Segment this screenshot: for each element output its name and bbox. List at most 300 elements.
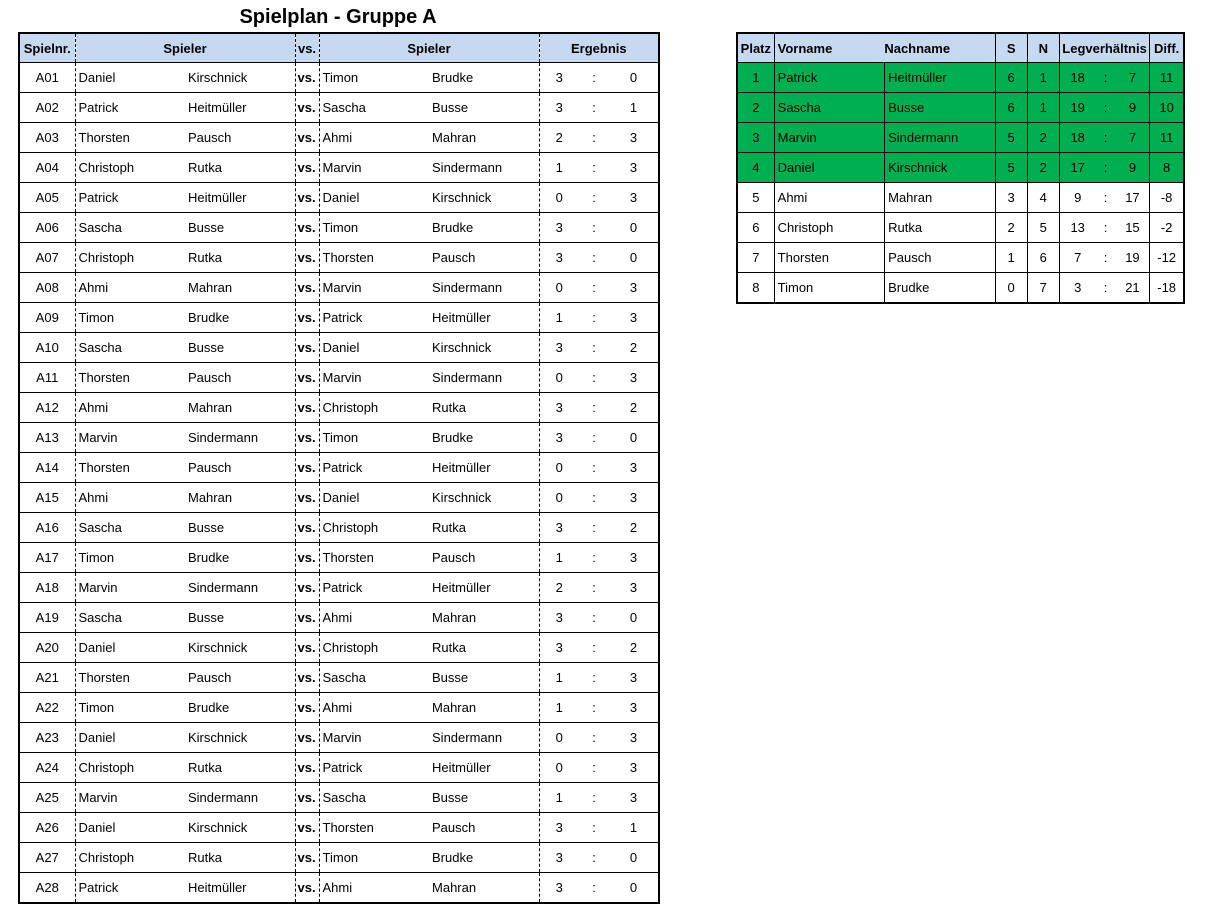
score-player2: 0 <box>609 873 659 904</box>
score-player1: 3 <box>539 93 579 123</box>
lastname: Rutka <box>885 213 995 243</box>
vs-label: vs. <box>295 453 319 483</box>
losses: 4 <box>1027 183 1059 213</box>
wins: 3 <box>995 183 1027 213</box>
header-spieler-1: Spieler <box>75 33 295 63</box>
legs-won: 7 <box>1059 243 1095 273</box>
player2-firstname: Timon <box>319 63 429 93</box>
player2-firstname: Sascha <box>319 93 429 123</box>
score-player1: 0 <box>539 453 579 483</box>
player2-firstname: Marvin <box>319 153 429 183</box>
leg-difference: 11 <box>1150 63 1184 93</box>
page-title: Spielplan - Gruppe A <box>239 6 437 28</box>
player1-lastname: Rutka <box>185 153 295 183</box>
header-vorname: Vorname <box>777 40 833 56</box>
player1-firstname: Thorsten <box>75 453 185 483</box>
score-separator: : <box>579 753 609 783</box>
player1-firstname: Timon <box>75 303 185 333</box>
player2-lastname: Heitmüller <box>429 453 539 483</box>
score-player2: 0 <box>609 63 659 93</box>
player1-lastname: Sindermann <box>185 783 295 813</box>
match-number: A20 <box>19 633 75 663</box>
standings-table <box>736 32 1185 304</box>
score-player2: 0 <box>609 213 659 243</box>
player2-lastname: Brudke <box>429 843 539 873</box>
player2-lastname: Pausch <box>429 813 539 843</box>
match-number: A17 <box>19 543 75 573</box>
player1-lastname: Busse <box>185 333 295 363</box>
score-player2: 2 <box>609 393 659 423</box>
player1-firstname: Thorsten <box>75 663 185 693</box>
firstname: Ahmi <box>774 183 884 213</box>
schedule-row <box>19 93 659 123</box>
score-player1: 3 <box>539 393 579 423</box>
score-separator: : <box>579 663 609 693</box>
score-player1: 0 <box>539 183 579 213</box>
player2-lastname: Brudke <box>429 213 539 243</box>
score-player1: 1 <box>539 693 579 723</box>
player1-lastname: Heitmüller <box>185 183 295 213</box>
score-separator: : <box>579 723 609 753</box>
player2-lastname: Pausch <box>429 243 539 273</box>
legs-separator: : <box>1096 93 1116 123</box>
player2-lastname: Heitmüller <box>429 753 539 783</box>
player2-lastname: Busse <box>429 93 539 123</box>
player1-lastname: Kirschnick <box>185 723 295 753</box>
firstname: Daniel <box>774 153 884 183</box>
score-player1: 3 <box>539 423 579 453</box>
player2-lastname: Brudke <box>429 63 539 93</box>
match-number: A14 <box>19 453 75 483</box>
vs-label: vs. <box>295 813 319 843</box>
schedule-row <box>19 303 659 333</box>
losses: 1 <box>1027 63 1059 93</box>
lastname: Mahran <box>885 183 995 213</box>
header-ergebnis: Ergebnis <box>539 33 659 63</box>
score-separator: : <box>579 243 609 273</box>
player2-firstname: Daniel <box>319 183 429 213</box>
score-player2: 3 <box>609 453 659 483</box>
player2-firstname: Ahmi <box>319 693 429 723</box>
match-number: A22 <box>19 693 75 723</box>
standings-row <box>737 213 1184 243</box>
legs-separator: : <box>1096 153 1116 183</box>
player1-lastname: Mahran <box>185 273 295 303</box>
score-player2: 0 <box>609 423 659 453</box>
firstname: Timon <box>774 273 884 304</box>
schedule-row <box>19 453 659 483</box>
schedule-row <box>19 573 659 603</box>
vs-label: vs. <box>295 243 319 273</box>
player1-firstname: Christoph <box>75 243 185 273</box>
player2-lastname: Busse <box>429 783 539 813</box>
score-separator: : <box>579 123 609 153</box>
vs-label: vs. <box>295 573 319 603</box>
header-spieler-2: Spieler <box>319 33 539 63</box>
score-separator: : <box>579 93 609 123</box>
score-player2: 3 <box>609 693 659 723</box>
score-player2: 3 <box>609 573 659 603</box>
match-number: A06 <box>19 213 75 243</box>
losses: 7 <box>1027 273 1059 304</box>
player2-firstname: Patrick <box>319 303 429 333</box>
score-player1: 3 <box>539 813 579 843</box>
score-player2: 3 <box>609 303 659 333</box>
schedule-row <box>19 753 659 783</box>
legs-separator: : <box>1096 123 1116 153</box>
losses: 2 <box>1027 153 1059 183</box>
leg-difference: -18 <box>1150 273 1184 304</box>
header-platz: Platz <box>737 33 774 63</box>
match-number: A19 <box>19 603 75 633</box>
losses: 1 <box>1027 93 1059 123</box>
wins: 0 <box>995 273 1027 304</box>
vs-label: vs. <box>295 483 319 513</box>
player1-firstname: Patrick <box>75 183 185 213</box>
wins: 5 <box>995 153 1027 183</box>
player1-lastname: Brudke <box>185 303 295 333</box>
schedule-row <box>19 783 659 813</box>
player2-firstname: Marvin <box>319 363 429 393</box>
schedule-table <box>18 32 660 904</box>
schedule-row <box>19 243 659 273</box>
player1-firstname: Thorsten <box>75 123 185 153</box>
vs-label: vs. <box>295 753 319 783</box>
player2-lastname: Mahran <box>429 123 539 153</box>
player1-firstname: Marvin <box>75 783 185 813</box>
leg-difference: 10 <box>1150 93 1184 123</box>
player1-lastname: Sindermann <box>185 423 295 453</box>
score-player2: 3 <box>609 153 659 183</box>
player1-firstname: Ahmi <box>75 393 185 423</box>
schedule-row <box>19 693 659 723</box>
vs-label: vs. <box>295 333 319 363</box>
legs-lost: 17 <box>1116 183 1150 213</box>
wins: 1 <box>995 243 1027 273</box>
player2-lastname: Kirschnick <box>429 483 539 513</box>
firstname: Marvin <box>774 123 884 153</box>
firstname: Thorsten <box>774 243 884 273</box>
player1-firstname: Christoph <box>75 153 185 183</box>
player1-firstname: Marvin <box>75 573 185 603</box>
score-player2: 3 <box>609 123 659 153</box>
vs-label: vs. <box>295 603 319 633</box>
player1-firstname: Timon <box>75 693 185 723</box>
score-separator: : <box>579 423 609 453</box>
player1-firstname: Sascha <box>75 333 185 363</box>
rank: 3 <box>737 123 774 153</box>
score-player2: 0 <box>609 243 659 273</box>
header-vs: vs. <box>295 33 319 63</box>
player2-lastname: Mahran <box>429 603 539 633</box>
player2-lastname: Kirschnick <box>429 333 539 363</box>
legs-separator: : <box>1096 183 1116 213</box>
player2-lastname: Rutka <box>429 393 539 423</box>
vs-label: vs. <box>295 723 319 753</box>
player2-firstname: Thorsten <box>319 813 429 843</box>
match-number: A25 <box>19 783 75 813</box>
player1-lastname: Rutka <box>185 243 295 273</box>
wins: 6 <box>995 93 1027 123</box>
vs-label: vs. <box>295 873 319 904</box>
score-player1: 1 <box>539 153 579 183</box>
score-separator: : <box>579 513 609 543</box>
score-player1: 1 <box>539 543 579 573</box>
score-player1: 1 <box>539 303 579 333</box>
match-number: A15 <box>19 483 75 513</box>
player2-lastname: Kirschnick <box>429 183 539 213</box>
firstname: Sascha <box>774 93 884 123</box>
score-player2: 3 <box>609 753 659 783</box>
legs-separator: : <box>1096 63 1116 93</box>
schedule-row <box>19 543 659 573</box>
player2-firstname: Sascha <box>319 783 429 813</box>
schedule-row <box>19 663 659 693</box>
schedule-row <box>19 483 659 513</box>
schedule-row <box>19 63 659 93</box>
player1-firstname: Daniel <box>75 813 185 843</box>
player2-firstname: Sascha <box>319 663 429 693</box>
match-number: A11 <box>19 363 75 393</box>
match-number: A26 <box>19 813 75 843</box>
match-number: A09 <box>19 303 75 333</box>
score-player1: 0 <box>539 363 579 393</box>
vs-label: vs. <box>295 843 319 873</box>
match-number: A10 <box>19 333 75 363</box>
player2-firstname: Christoph <box>319 393 429 423</box>
player1-lastname: Busse <box>185 213 295 243</box>
legs-won: 18 <box>1059 63 1095 93</box>
score-separator: : <box>579 273 609 303</box>
score-player1: 3 <box>539 243 579 273</box>
vs-label: vs. <box>295 153 319 183</box>
player1-lastname: Pausch <box>185 123 295 153</box>
schedule-row <box>19 213 659 243</box>
player2-lastname: Mahran <box>429 693 539 723</box>
match-number: A04 <box>19 153 75 183</box>
player1-lastname: Busse <box>185 513 295 543</box>
score-player1: 2 <box>539 573 579 603</box>
vs-label: vs. <box>295 183 319 213</box>
wins: 6 <box>995 63 1027 93</box>
schedule-row <box>19 843 659 873</box>
schedule-row <box>19 603 659 633</box>
score-separator: : <box>579 483 609 513</box>
vs-label: vs. <box>295 693 319 723</box>
match-number: A02 <box>19 93 75 123</box>
wins: 5 <box>995 123 1027 153</box>
player1-firstname: Christoph <box>75 753 185 783</box>
player2-lastname: Rutka <box>429 633 539 663</box>
vs-label: vs. <box>295 783 319 813</box>
rank: 4 <box>737 153 774 183</box>
legs-lost: 9 <box>1116 153 1150 183</box>
player1-firstname: Patrick <box>75 93 185 123</box>
rank: 5 <box>737 183 774 213</box>
header-spielnr: Spielnr. <box>19 33 75 63</box>
rank: 6 <box>737 213 774 243</box>
leg-difference: -12 <box>1150 243 1184 273</box>
player2-lastname: Brudke <box>429 423 539 453</box>
schedule-row <box>19 363 659 393</box>
schedule-row <box>19 333 659 363</box>
score-player2: 1 <box>609 93 659 123</box>
score-player2: 3 <box>609 783 659 813</box>
legs-lost: 19 <box>1116 243 1150 273</box>
player2-firstname: Thorsten <box>319 243 429 273</box>
player1-lastname: Kirschnick <box>185 813 295 843</box>
header-nachname: Nachname <box>884 40 951 56</box>
player1-lastname: Pausch <box>185 363 295 393</box>
score-player1: 0 <box>539 753 579 783</box>
legs-won: 18 <box>1059 123 1095 153</box>
player2-lastname: Heitmüller <box>429 303 539 333</box>
legs-won: 19 <box>1059 93 1095 123</box>
score-separator: : <box>579 813 609 843</box>
score-player1: 0 <box>539 723 579 753</box>
legs-lost: 21 <box>1116 273 1150 304</box>
score-separator: : <box>579 393 609 423</box>
vs-label: vs. <box>295 363 319 393</box>
player1-firstname: Daniel <box>75 633 185 663</box>
player1-lastname: Pausch <box>185 453 295 483</box>
score-separator: : <box>579 153 609 183</box>
rank: 7 <box>737 243 774 273</box>
rank: 2 <box>737 93 774 123</box>
match-number: A23 <box>19 723 75 753</box>
player1-lastname: Brudke <box>185 693 295 723</box>
player1-lastname: Rutka <box>185 753 295 783</box>
schedule-header-row <box>19 33 659 63</box>
standings-row <box>737 273 1184 304</box>
legs-separator: : <box>1096 213 1116 243</box>
legs-won: 9 <box>1059 183 1095 213</box>
score-player2: 2 <box>609 513 659 543</box>
match-number: A18 <box>19 573 75 603</box>
firstname: Patrick <box>774 63 884 93</box>
player1-lastname: Sindermann <box>185 573 295 603</box>
match-number: A24 <box>19 753 75 783</box>
score-player1: 0 <box>539 273 579 303</box>
score-separator: : <box>579 453 609 483</box>
player1-firstname: Daniel <box>75 723 185 753</box>
player2-firstname: Ahmi <box>319 873 429 904</box>
score-separator: : <box>579 213 609 243</box>
player2-lastname: Mahran <box>429 873 539 904</box>
player2-firstname: Timon <box>319 423 429 453</box>
score-separator: : <box>579 633 609 663</box>
player2-lastname: Sindermann <box>429 363 539 393</box>
standings-row <box>737 63 1184 93</box>
player1-firstname: Sascha <box>75 213 185 243</box>
player1-lastname: Pausch <box>185 663 295 693</box>
losses: 2 <box>1027 123 1059 153</box>
score-separator: : <box>579 693 609 723</box>
leg-difference: -8 <box>1150 183 1184 213</box>
player1-firstname: Timon <box>75 543 185 573</box>
match-number: A12 <box>19 393 75 423</box>
player1-firstname: Ahmi <box>75 483 185 513</box>
lastname: Sindermann <box>885 123 995 153</box>
standings-row <box>737 153 1184 183</box>
vs-label: vs. <box>295 63 319 93</box>
player2-firstname: Christoph <box>319 633 429 663</box>
player1-firstname: Marvin <box>75 423 185 453</box>
legs-lost: 7 <box>1116 123 1150 153</box>
header-legverhaeltnis: Legverhältnis <box>1059 33 1149 63</box>
score-separator: : <box>579 303 609 333</box>
vs-label: vs. <box>295 93 319 123</box>
player1-lastname: Busse <box>185 603 295 633</box>
score-separator: : <box>579 363 609 393</box>
match-number: A05 <box>19 183 75 213</box>
player2-lastname: Sindermann <box>429 153 539 183</box>
schedule-row <box>19 813 659 843</box>
score-player2: 2 <box>609 633 659 663</box>
legs-lost: 15 <box>1116 213 1150 243</box>
player2-lastname: Sindermann <box>429 723 539 753</box>
match-number: A16 <box>19 513 75 543</box>
score-player1: 0 <box>539 483 579 513</box>
rank: 1 <box>737 63 774 93</box>
vs-label: vs. <box>295 273 319 303</box>
score-player2: 0 <box>609 603 659 633</box>
score-player2: 1 <box>609 813 659 843</box>
schedule-row <box>19 153 659 183</box>
vs-label: vs. <box>295 633 319 663</box>
player2-firstname: Thorsten <box>319 543 429 573</box>
schedule-row <box>19 393 659 423</box>
vs-label: vs. <box>295 513 319 543</box>
wins: 2 <box>995 213 1027 243</box>
header-s: S <box>995 33 1027 63</box>
leg-difference: 11 <box>1150 123 1184 153</box>
player2-lastname: Heitmüller <box>429 573 539 603</box>
vs-label: vs. <box>295 393 319 423</box>
header-vorname-nachname <box>774 33 995 63</box>
lastname: Pausch <box>885 243 995 273</box>
losses: 5 <box>1027 213 1059 243</box>
player2-firstname: Timon <box>319 843 429 873</box>
player2-firstname: Daniel <box>319 483 429 513</box>
score-player2: 0 <box>609 843 659 873</box>
player2-firstname: Patrick <box>319 573 429 603</box>
legs-won: 17 <box>1059 153 1095 183</box>
vs-label: vs. <box>295 123 319 153</box>
player2-lastname: Busse <box>429 663 539 693</box>
player1-firstname: Sascha <box>75 603 185 633</box>
player1-firstname: Patrick <box>75 873 185 904</box>
score-player2: 3 <box>609 183 659 213</box>
schedule-row <box>19 723 659 753</box>
player1-firstname: Sascha <box>75 513 185 543</box>
score-player1: 3 <box>539 63 579 93</box>
score-player1: 3 <box>539 843 579 873</box>
match-number: A13 <box>19 423 75 453</box>
score-player1: 3 <box>539 213 579 243</box>
vs-label: vs. <box>295 543 319 573</box>
player1-lastname: Heitmüller <box>185 873 295 904</box>
score-separator: : <box>579 63 609 93</box>
score-player2: 3 <box>609 663 659 693</box>
vs-label: vs. <box>295 213 319 243</box>
player2-lastname: Sindermann <box>429 273 539 303</box>
match-number: A07 <box>19 243 75 273</box>
vs-label: vs. <box>295 303 319 333</box>
schedule-row <box>19 513 659 543</box>
score-player1: 1 <box>539 663 579 693</box>
schedule-row <box>19 873 659 904</box>
